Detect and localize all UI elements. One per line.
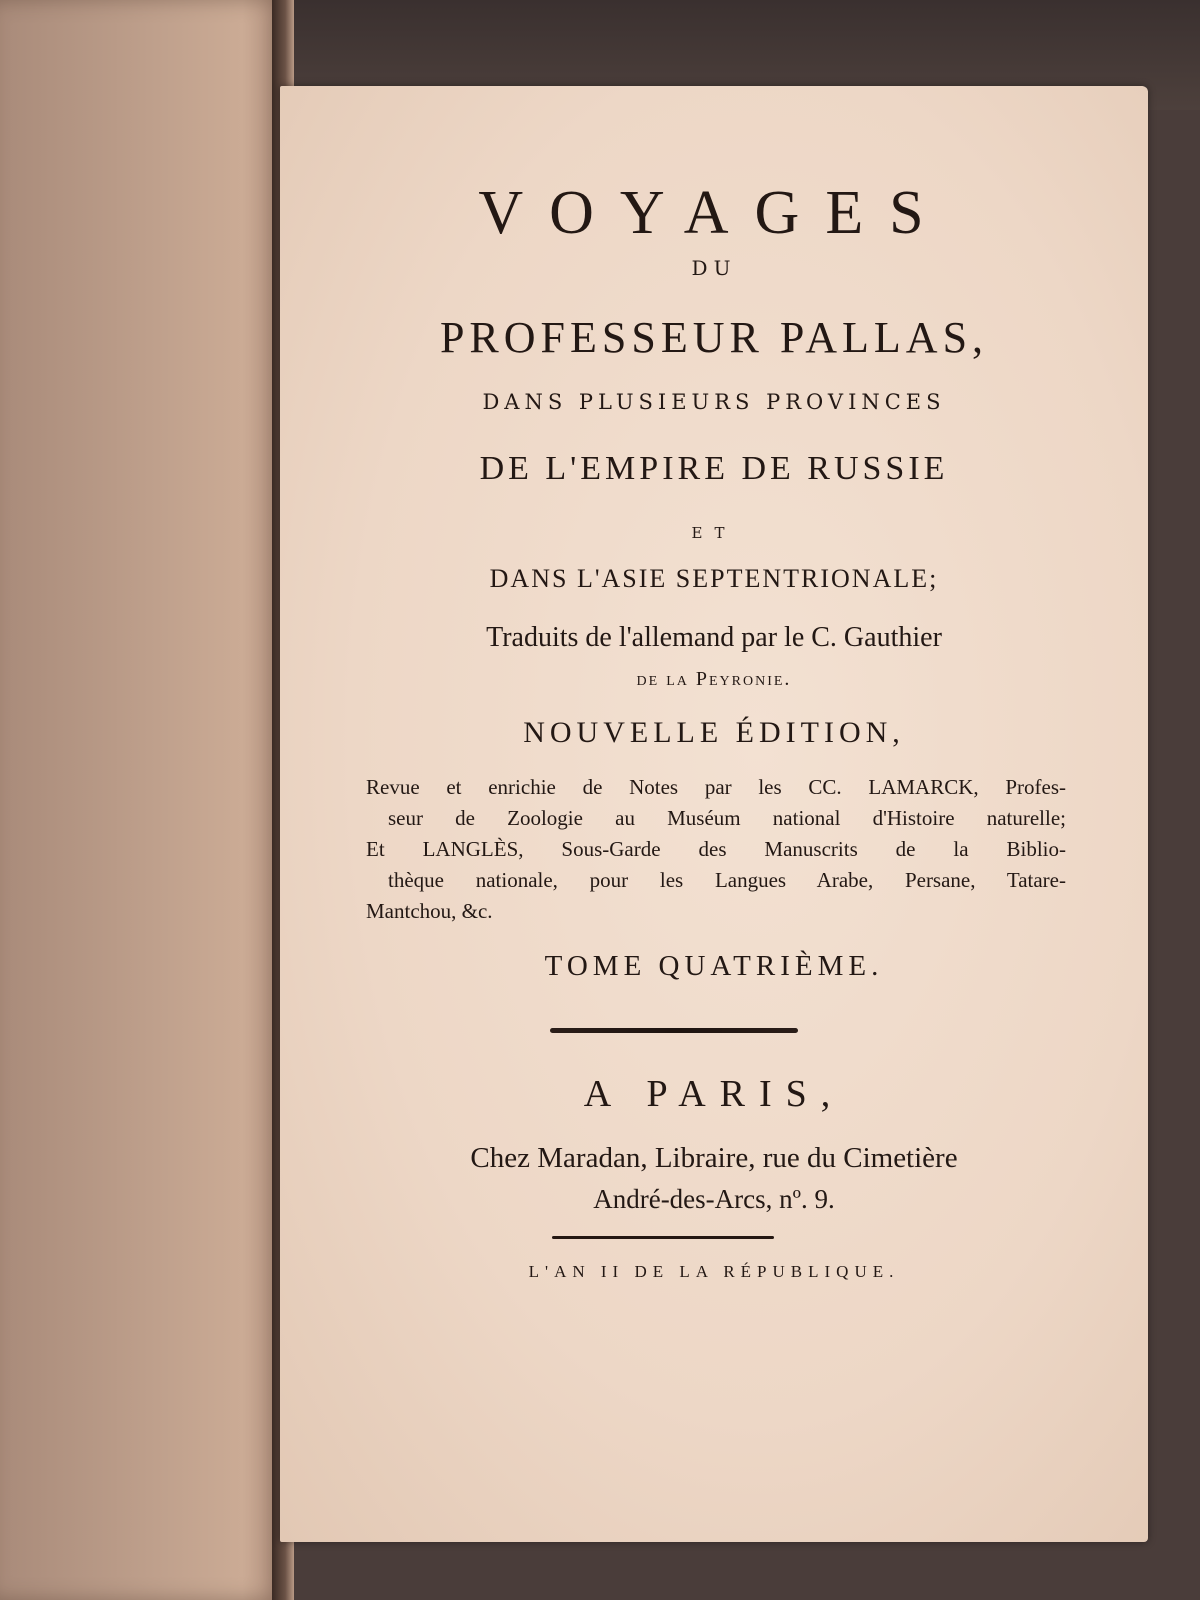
provinces-line: DANS PLUSIEURS PROVINCES xyxy=(482,390,946,414)
ornamental-rule xyxy=(550,1028,798,1033)
volume-line: TOME QUATRIÈME. xyxy=(544,950,884,982)
notes-paragraph xyxy=(366,772,1066,927)
translator-line-2: de la Peyronie. xyxy=(636,668,792,690)
notes-line: thèque nationale, pour les Langues Arabe, Persane, Tatare- xyxy=(388,868,1066,892)
notes-line: Revue et enrichie de Notes par les CC. LAMARCK, Profes- xyxy=(366,775,1066,799)
publisher-line-1: Chez Maradan, Libraire, rue du Cimetière xyxy=(470,1142,958,1174)
date-line: L'AN II DE LA RÉPUBLIQUE. xyxy=(528,1262,900,1281)
publisher-line-2: André-des-Arcs, nº. 9. xyxy=(593,1184,835,1214)
edition-line: NOUVELLE ÉDITION, xyxy=(523,716,905,749)
empire-line: DE L'EMPIRE DE RUSSIE xyxy=(479,450,949,487)
title-page xyxy=(280,86,1148,1542)
notes-line: Mantchou, &c. xyxy=(366,899,493,923)
left-page xyxy=(0,0,285,1600)
notes-line: seur de Zoologie au Muséum national d'Histoire naturelle; xyxy=(388,806,1066,830)
book-title: VOYAGES xyxy=(478,179,950,247)
translator-line-1: Traduits de l'allemand par le C. Gauthier xyxy=(486,622,942,653)
divider-rule xyxy=(552,1236,774,1239)
city-line: A PARIS, xyxy=(583,1073,845,1115)
author-line: PROFESSEUR PALLAS, xyxy=(439,313,989,362)
notes-line: Et LANGLÈS, Sous-Garde des Manuscrits de la Biblio- xyxy=(366,837,1066,861)
title-du: DU xyxy=(691,256,737,280)
conjunction-et: ET xyxy=(691,524,737,542)
asie-line: DANS L'ASIE SEPTENTRIONALE; xyxy=(489,564,939,593)
title-page-content xyxy=(280,86,1148,1542)
